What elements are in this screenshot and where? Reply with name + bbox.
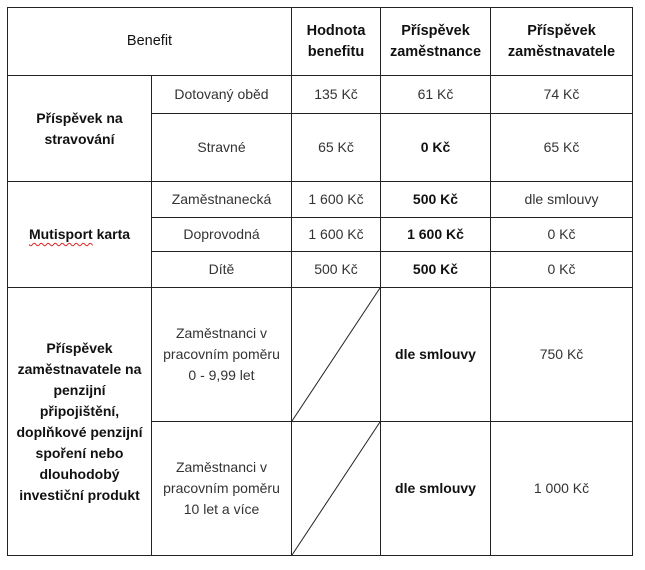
row-subcategory: Stravné xyxy=(152,114,292,182)
group-pension-label: Příspěvek zaměstnavatele na penzijní připojištění, doplňkové penzijní spoření nebo dlouhodobý investiční produkt xyxy=(8,288,152,556)
row-subcategory: Zaměstnanci v pracovním poměru 10 let a více xyxy=(152,422,292,556)
row-employer: 0 Kč xyxy=(491,252,633,288)
row-employer: 1 000 Kč xyxy=(491,422,633,556)
header-benefit: Benefit xyxy=(8,8,292,76)
row-employee: 61 Kč xyxy=(381,76,491,114)
table-row xyxy=(8,76,633,114)
table-row xyxy=(8,288,633,422)
group-multisport-label xyxy=(8,182,152,288)
group-multisport-label-rest: karta xyxy=(92,226,131,242)
row-subcategory: Doprovodná xyxy=(152,218,292,252)
row-subcategory: Zaměstnanci v pracovním poměru 0 - 9,99 let xyxy=(152,288,292,422)
row-employer: 0 Kč xyxy=(491,218,633,252)
row-subcategory: Zaměstnanecká xyxy=(152,182,292,218)
row-value: 1 600 Kč xyxy=(292,182,381,218)
empty-value-cell xyxy=(292,288,381,422)
spellcheck-word: Mutisport xyxy=(28,226,93,242)
group-meals-label: Příspěvek na stravování xyxy=(8,76,152,182)
row-employee: 1 600 Kč xyxy=(381,218,491,252)
row-subcategory: Dotovaný oběd xyxy=(152,76,292,114)
benefits-table xyxy=(7,7,633,556)
row-employee: 500 Kč xyxy=(381,252,491,288)
row-subcategory: Dítě xyxy=(152,252,292,288)
header-value: Hodnota benefitu xyxy=(292,8,381,76)
header-employer-contribution: Příspěvek zaměstnavatele xyxy=(491,8,633,76)
row-value: 500 Kč xyxy=(292,252,381,288)
row-employer: dle smlouvy xyxy=(491,182,633,218)
row-employee: dle smlouvy xyxy=(381,422,491,556)
row-employee: 500 Kč xyxy=(381,182,491,218)
table-row xyxy=(8,182,633,218)
header-employee-contribution: Příspěvek zaměstnance xyxy=(381,8,491,76)
diagonal-strike-line xyxy=(292,288,380,421)
diagonal-strike-line xyxy=(292,422,380,555)
row-employee: dle smlouvy xyxy=(381,288,491,422)
row-value: 1 600 Kč xyxy=(292,218,381,252)
row-value: 135 Kč xyxy=(292,76,381,114)
row-employer: 750 Kč xyxy=(491,288,633,422)
row-employer: 65 Kč xyxy=(491,114,633,182)
header-row xyxy=(8,8,633,76)
empty-value-cell xyxy=(292,422,381,556)
row-employee: 0 Kč xyxy=(381,114,491,182)
row-employer: 74 Kč xyxy=(491,76,633,114)
row-value: 65 Kč xyxy=(292,114,381,182)
